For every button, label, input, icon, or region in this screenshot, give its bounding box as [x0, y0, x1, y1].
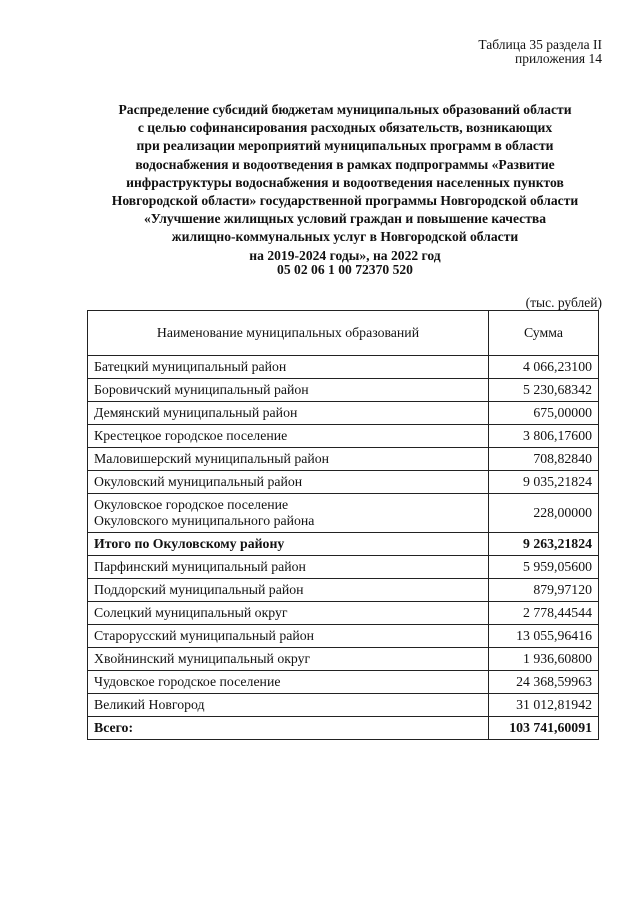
column-header-name: Наименование муниципальных образований — [88, 311, 489, 356]
table-row — [88, 471, 599, 494]
amount: 879,97120 — [489, 579, 599, 602]
subtotal-row — [88, 533, 599, 556]
municipality-name: Поддорский муниципальный район — [88, 579, 489, 602]
total-amount: 103 741,60091 — [489, 717, 599, 740]
header-line-2: приложения 14 — [514, 51, 602, 66]
municipality-name: Чудовское городское поселение — [88, 671, 489, 694]
subtotal-amount: 9 263,21824 — [489, 533, 599, 556]
municipality-name: Крестецкое городское поселение — [88, 425, 489, 448]
amount: 4 066,23100 — [489, 356, 599, 379]
title-line: с целью софинансирования расходных обязательств, возникающих — [137, 120, 553, 136]
table-row — [88, 579, 599, 602]
header-line-1: Таблица 35 раздела II — [478, 37, 602, 52]
municipality-name: Маловишерский муниципальный район — [88, 448, 489, 471]
table-row — [88, 671, 599, 694]
municipality-name-line-1: Окуловское городское поселение — [94, 497, 289, 512]
units-label: (тыс. рублей) — [525, 295, 602, 310]
title-line: «Улучшение жилищных условий граждан и повышение качества — [143, 211, 547, 227]
title-line: водоснабжения и водоотведения в рамках подпрограммы «Развитие — [135, 156, 555, 172]
amount: 228,00000 — [489, 494, 599, 533]
table-row — [88, 494, 599, 533]
table-row — [88, 425, 599, 448]
title-line: при реализации мероприятий муниципальных программ в области — [136, 138, 554, 154]
table-row — [88, 402, 599, 425]
municipality-name — [88, 494, 489, 533]
amount: 1 936,60800 — [489, 648, 599, 671]
municipality-name: Великий Новгород — [88, 694, 489, 717]
subsidy-table — [87, 310, 599, 740]
title-line: жилищно-коммунальных услуг в Новгородской области — [171, 229, 519, 245]
amount: 24 368,59963 — [489, 671, 599, 694]
amount: 708,82840 — [489, 448, 599, 471]
municipality-name: Батецкий муниципальный район — [88, 356, 489, 379]
municipality-name: Боровичский муниципальный район — [88, 379, 489, 402]
table-row — [88, 602, 599, 625]
amount: 31 012,81942 — [489, 694, 599, 717]
subtotal-label: Итого по Окуловскому району — [88, 533, 489, 556]
table-header-row — [88, 311, 599, 356]
amount: 675,00000 — [489, 402, 599, 425]
table-row — [88, 625, 599, 648]
title-line: на 2019-2024 годы», на 2022 год — [249, 247, 441, 263]
municipality-name: Старорусский муниципальный район — [88, 625, 489, 648]
document-title — [60, 101, 630, 265]
table-row — [88, 648, 599, 671]
amount: 13 055,96416 — [489, 625, 599, 648]
table-row — [88, 694, 599, 717]
amount: 5 959,05600 — [489, 556, 599, 579]
table-row — [88, 556, 599, 579]
table-row — [88, 356, 599, 379]
title-line: инфраструктуры водоснабжения и водоотведения населенных пунктов — [126, 174, 564, 190]
municipality-name-line-2: Окуловского муниципального района — [94, 513, 315, 528]
municipality-name: Солецкий муниципальный округ — [88, 602, 489, 625]
municipality-name: Хвойнинский муниципальный округ — [88, 648, 489, 671]
amount: 3 806,17600 — [489, 425, 599, 448]
amount: 2 778,44544 — [489, 602, 599, 625]
table-row — [88, 448, 599, 471]
amount: 9 035,21824 — [489, 471, 599, 494]
municipality-name: Парфинский муниципальный район — [88, 556, 489, 579]
total-label: Всего: — [88, 717, 489, 740]
title-line: Распределение субсидий бюджетам муниципальных образований области — [118, 102, 572, 117]
total-row — [88, 717, 599, 740]
table-reference-header — [478, 38, 602, 66]
budget-code: 05 02 06 1 00 72370 520 — [277, 262, 413, 277]
table-row — [88, 379, 599, 402]
column-header-sum: Сумма — [489, 311, 599, 356]
amount: 5 230,68342 — [489, 379, 599, 402]
title-line: Новгородской области» государственной программы Новгородской области — [111, 193, 579, 209]
municipality-name: Демянский муниципальный район — [88, 402, 489, 425]
municipality-name: Окуловский муниципальный район — [88, 471, 489, 494]
